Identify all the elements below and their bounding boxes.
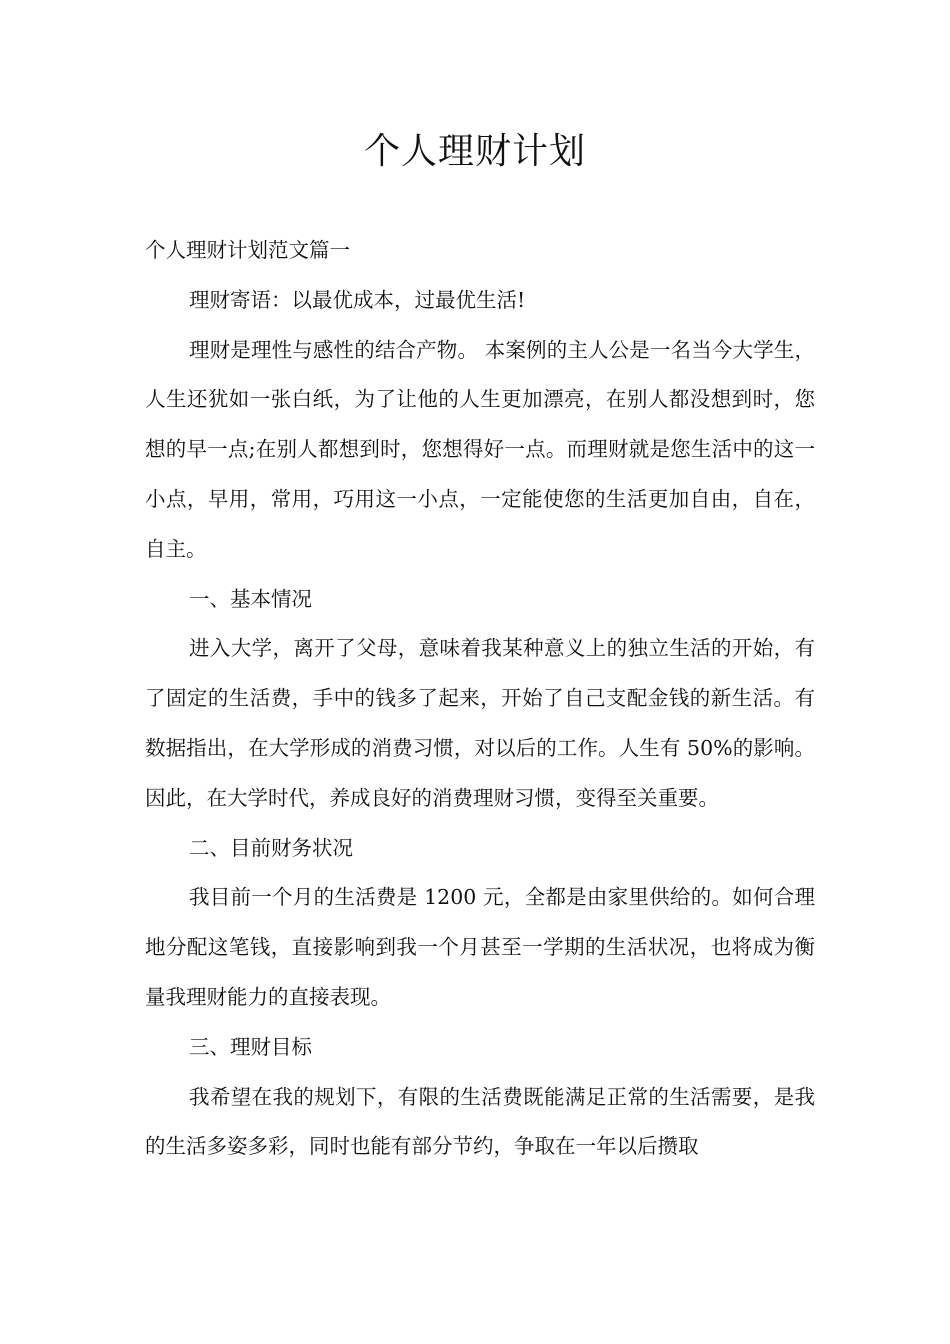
paragraph: 我目前一个月的生活费是 1200 元，全都是由家里供给的。如何合理地分配这笔钱，直接影响到我一个月甚至一学期的生活状况，也将成为衡量我理财能力的直接表现。 bbox=[145, 885, 815, 1009]
section-heading: 个人理财计划范文篇一 bbox=[145, 238, 350, 262]
document-body bbox=[145, 226, 815, 1172]
paragraph: 我希望在我的规划下，有限的生活费既能满足正常的生活需要，是我的生活多姿多彩，同时也能有部分节约，争取在一年以后攒取 bbox=[145, 1084, 815, 1159]
section-heading: 三、理财目标 bbox=[189, 1034, 312, 1059]
paragraph: 进入大学，离开了父母，意味着我某种意义上的独立生活的开始，有了固定的生活费，手中的钱多了起来，开始了自己支配金钱的新生活。有数据指出，在大学形成的消费习惯，对以后的工作。人生有 50%的影响。因此，在大学时代，养成良好的消费理财习惯，变得至关重要。 bbox=[145, 636, 815, 810]
paragraph: 理财寄语：以最优成本，过最优生活! bbox=[189, 287, 526, 312]
section-heading: 二、目前财务状况 bbox=[189, 835, 353, 860]
paragraph: 理财是理性与感性的结合产物。 本案例的主人公是一名当今大学生，人生还犹如一张白纸，为了让他的人生更加漂亮，在别人都没想到时，您想的早一点;在别人都想到时，您想得好一点。而理财就是您生活中的这一小点，早用，常用，巧用这一小点，一定能使您的生活更加自由，自在，自主。 bbox=[145, 337, 815, 561]
section-heading: 一、基本情况 bbox=[189, 586, 312, 611]
document-title: 个人理财计划 bbox=[363, 131, 586, 172]
